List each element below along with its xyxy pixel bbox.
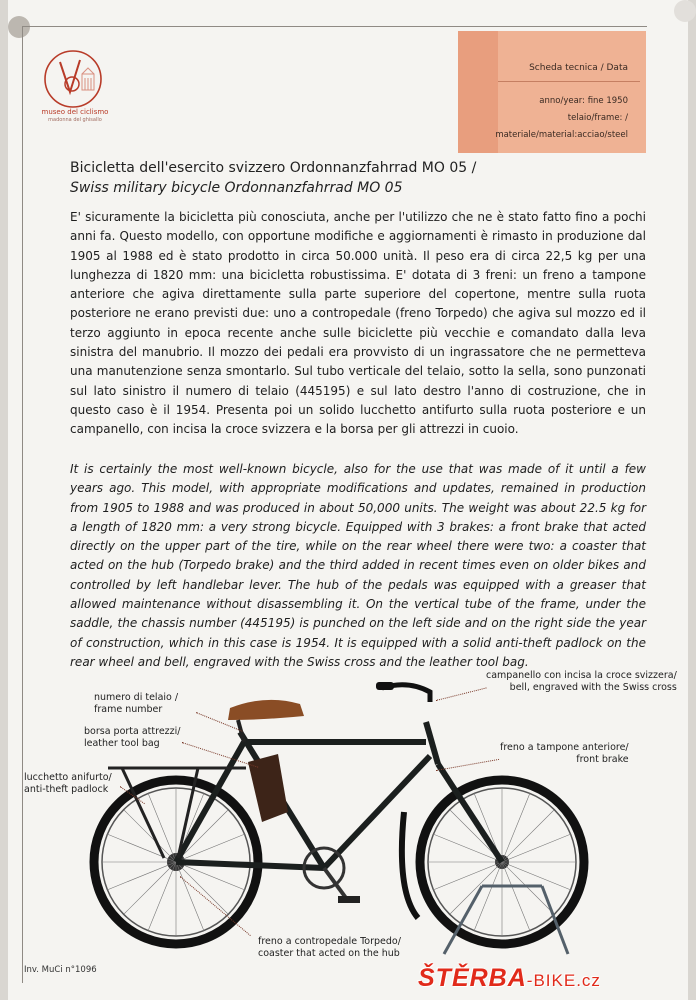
museum-logo-icon xyxy=(40,48,106,110)
bicycle-photo xyxy=(78,672,598,972)
label-bell xyxy=(486,670,677,694)
label-front-brake xyxy=(500,742,629,766)
watermark-domain: -BIKE.cz xyxy=(526,971,601,990)
label-frame-number-it: numero di telaio / xyxy=(94,692,179,703)
museum-subtitle: madonna del ghisallo xyxy=(48,117,102,123)
label-frame-number-en: frame number xyxy=(94,704,163,715)
description-italian: E' sicuramente la bicicletta più conosciuta, anche per l'utilizzo che ne è stato fatto fino a pochi anni fa. Questo modello, con opportune modifiche e aggiornamenti è rimasto in produzione dal 1905 al 1988 ed è stato prodotto in circa 50.000 unità. Il peso era di circa 22,5 kg per una lunghezza di 1820 mm: una bicicletta robustissima. E' dotata di 3 freni: un freno a tampone anteriore che agiva direttamente sulla parte superiore del copertone, mentre sulla ruota posteriore ne erano previsti due: uno a contropedale (freno Torpedo) che agiva sul mozzo ed il terzo aggiunto in epoca recente anche sulle biciclette più vecchie e comandato dalla leva sinistra del manubrio. Il mozzo dei pedali era provvisto di un ingrassatore che ne permetteva una manutenzione senza smontarlo. Sul tubo verticale del telaio, sotto la sella, sono punzonati sul lato sinistro il numero di telaio (445195) e sul lato destro l'anno di costruzione, che in questo caso è il 1954. Presenta poi un solido lucchetto antifurto sulla ruota posteriore e un campanello, con incisa la croce svizzera e la borsa per gli attrezzi in cuoio. xyxy=(70,210,646,437)
site-watermark xyxy=(418,964,601,993)
label-front-brake-it: freno a tampone anteriore/ xyxy=(500,742,629,753)
datasheet-panel xyxy=(458,31,646,153)
label-coaster-brake xyxy=(258,936,401,960)
label-coaster-brake-en: coaster that acted on the hub xyxy=(258,948,400,959)
saddle xyxy=(228,700,304,720)
museum-name-text: museo del ciclismo xyxy=(41,108,109,116)
datasheet-year: anno/year: fine 1950 xyxy=(539,96,628,106)
label-bell-it: campanello con incisa la croce svizzera/ xyxy=(486,670,677,681)
label-coaster-brake-it: freno a contropedale Torpedo/ xyxy=(258,936,401,947)
inventory-number: Inv. MuCi n°1096 xyxy=(24,965,97,975)
datasheet-frame: telaio/frame: / xyxy=(567,113,628,123)
datasheet-values xyxy=(495,93,628,144)
title-italian: Bicicletta dell'esercito svizzero Ordonnanzfahrrad MO 05 / xyxy=(70,160,477,176)
title-english: Swiss military bicycle Ordonnanzfahrrad MO 05 xyxy=(70,180,403,196)
datasheet-heading: Scheda tecnica / Data xyxy=(529,63,628,73)
datasheet-material: materiale/material:acciao/steel xyxy=(495,130,628,140)
datasheet-divider xyxy=(498,81,640,82)
tool-bag xyxy=(248,754,288,822)
label-tool-bag-en: leather tool bag xyxy=(84,738,160,749)
label-frame-number xyxy=(94,692,178,716)
label-front-brake-en: front brake xyxy=(576,754,629,765)
label-bell-en: bell, engraved with the Swiss cross xyxy=(509,682,677,693)
watermark-brand: ŠTĚRBA xyxy=(418,964,527,992)
datasheet-accent-strip xyxy=(458,31,498,153)
label-padlock-it: lucchetto anifurto/ xyxy=(24,772,112,783)
label-tool-bag xyxy=(84,726,180,750)
label-padlock xyxy=(24,772,112,796)
description-english: It is certainly the most well-known bicycle, also for the use that was made of it until a few years ago. This model, with appropriate modifications and updates, remained in production from 1905 to 1988 and was produced in about 50,000 units. The weight was about 22.5 kg for a length of 1820 mm: a very strong bicycle. Equipped with 3 brakes: a front brake that acted directly on the upper part of the tire, while on the rear wheel there were two: a coaster that acted on the hub (Torpedo brake) and the third added in recent times even on older bikes and controlled by left handlebar lever. The hub of the pedals was equipped with a greaser that allowed maintenance without disassembling it. On the vertical tube of the frame, under the saddle, the chassis number (445195) is punched on the left side and on the right side the year of construction, which in this case is 1954. It is equipped with a solid anti-theft padlock on the rear wheel and bell, engraved with the Swiss cross and the leather tool bag. xyxy=(70,462,646,669)
museum-name xyxy=(30,108,120,124)
label-padlock-en: anti-theft padlock xyxy=(24,784,109,795)
mounting-pin xyxy=(674,0,696,22)
label-tool-bag-it: borsa porta attrezzi/ xyxy=(84,726,181,737)
